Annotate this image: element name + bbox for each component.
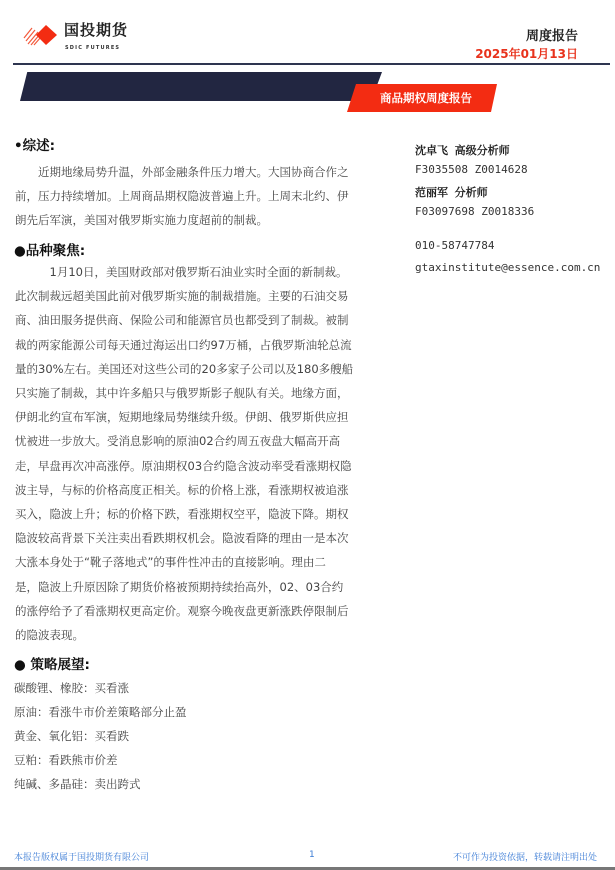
analyst-name: 范丽军 分析师 [415,186,488,199]
text-line: 走，早盘再次冲高涨停。原油期权03合约隐含波动率受看涨期权隐 [15,458,352,473]
text-line: 近期地缘局势升温，外部金融条件压力增大。大国协商合作之 [15,165,349,179]
text-line: 波主导，与标的价格高度正相关。标的价格上涨，看涨期权被追涨 [15,482,349,497]
text-line: 量的30%左右。美国还对这些公司的20多家子公司以及180多艘船 [15,361,354,376]
strategy-item: 豆粕：看跌熊市价差 [14,753,118,767]
text-line: 大涨本身处于“靴子落地式”的事件性冲击的直接影响。理由二 [15,555,326,570]
footer-copyright: 本报告版权属于国投期货有限公司 [14,853,150,863]
focus-heading: ●品种聚焦: [14,243,86,259]
text-line: 裁的两家能源公司每天通过海运出口约97万桶，占俄罗斯油轮总流 [15,337,352,352]
analyst-ids: F03097698 Z0018336 [415,205,535,218]
header-divider [13,63,610,65]
logo-subtext: SDIC FUTURES [65,45,121,51]
page-number: 1 [309,850,315,860]
text-line: 是，隐波上升原因除了期货价格被预期持续抬高外，02、03合约 [15,579,344,594]
contact-email[interactable]: gtaxinstitute@essence.com.cn [415,261,601,274]
strategy-item: 黄金、氧化铝：买看跌 [14,729,129,743]
text-line: 商、油田服务提供商、保险公司和能源官员也都受到了制裁。被制 [15,313,349,328]
summary-heading: •综述: [14,138,56,154]
strategy-item: 原油：看涨牛市价差策略部分止盈 [14,705,187,719]
contact-phone: 010-58747784 [415,239,495,252]
strategy-item: 碳酸锂、橡胶：买看涨 [14,681,129,695]
report-type: 周度报告 [525,29,578,44]
banner-label: 商品期权周度报告 [380,91,472,105]
text-line: 隐波较高背景下关注卖出看跌期权机会。隐波看降的理由一是本次 [15,531,349,546]
text-line: 伊朗北约宣布军演，短期地缘局势继续升级。伊朗、俄罗斯供应担 [15,410,349,425]
header-band [20,72,382,101]
text-line: 1月10日，美国财政部对俄罗斯石油业实时全面的新制裁。 [15,265,348,279]
text-line: 买入，隐波上升；标的价格下跌，看涨期权空平，隐波下降。期权 [15,507,349,521]
footer-disclaimer: 不可作为投资依据，转载请注明出处 [452,853,597,863]
text-line: 的隐波表现。 [15,628,84,642]
text-line: 忧被进一步放大。受消息影响的原油02合约周五夜盘大幅高开高 [15,434,341,449]
report-date: 2025年01月13日 [475,47,578,61]
analyst-name: 沈卓飞 高级分析师 [415,144,510,157]
text-line: 只实施了制裁，其中许多船只与俄罗斯影子舰队有关。地缘方面， [15,386,349,400]
text-line: 的涨停给予了看涨期权更高定价。观察今晚夜盘更新涨跌停限制后 [15,603,349,618]
text-line: 此次制裁远超美国此前对俄罗斯实施的制裁措施。主要的石油交易 [15,289,349,304]
text-line: 朗先后军演，美国对俄罗斯实施力度超前的制裁。 [15,213,268,227]
logo-icon [22,24,58,46]
strategy-item: 纯碱、多晶硅：卖出跨式 [14,777,141,791]
analyst-ids: F3035508 Z0014628 [415,163,528,176]
text-line: 前，压力持续增加。上周商品期权隐波普遍上升。上周末北约、伊 [15,189,349,203]
logo-text: 国投期货 [64,21,129,39]
strategy-heading: ● 策略展望: [14,657,90,673]
